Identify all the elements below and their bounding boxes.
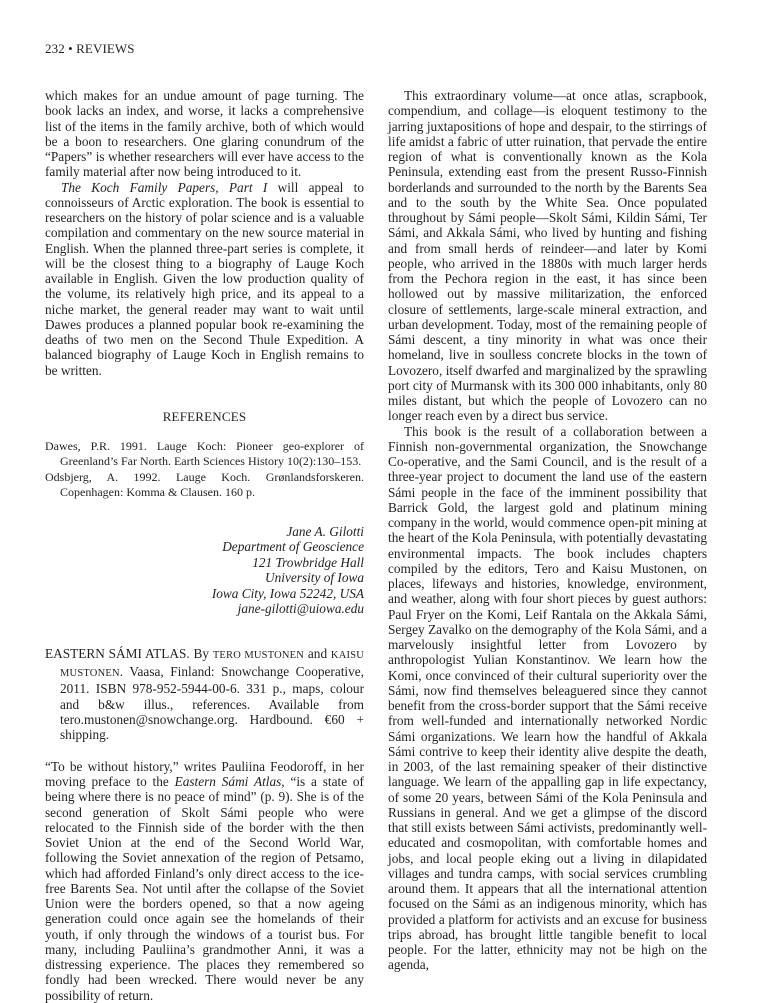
conclusion-paragraph (45, 180, 364, 378)
reviewer-department: Department of Geoscience (222, 539, 364, 555)
and-label: and (304, 646, 331, 662)
reference-item: Odsbjerg, A. 1992. Lauge Koch. Grønlandsforskeren. Copenhagen: Komma & Clausen. 160 p. (45, 469, 364, 499)
review-paragraph: This extraordinary volume—at once atlas, scrapbook, compendium, and collage—is eloquent testimony to the jarring juxtapositions of hope and despair, to the stirrings of life amidst a fabric of utter ruination, that pervade the entire region of what is conventionally known as the Kola Peninsula, extending east from the present Russo-Finnish borderlands and surrounded to the north by the Barents Sea and to the south by the White Sea. Once populated throughout by Sámi people—Skolt Sámi, Kildin Sámi, Ter Sámi, and Akkala Sámi, who lived by hunting and fishing and from small herds of reindeer—and later by Komi people, who arrived in the 1880s with much larger herds from the Pechora region in the east, it has since been hollowed out by massive militarization, the enforced closure of settlements, large-scale mineral extraction, and urban development. Today, most of the remaining people of Sámi descent, a tiny minority in what was once their homeland, live in soulless concrete blocks in the town of Lovozero, itself dwarfed and marginalized by the sprawling port city of Murmansk with its 300 000 inhabitants, only 80 miles distant, but which the people of Lovozero can no longer reach even by a direct bus service. (388, 88, 707, 424)
reference-item: Dawes, P.R. 1991. Lauge Koch: Pioneer geo-explorer of Greenland’s Far North. Earth Sciences History 10(2):130–153. (45, 439, 364, 469)
author-2: KAISU MUSTONEN (60, 650, 364, 679)
left-column (45, 88, 364, 1003)
book-title-italic: The Koch Family Papers, Part I (61, 179, 268, 195)
author-1: TERO MUSTONEN (212, 650, 305, 662)
book-details: . Vaasa, Finland: Snowchange Cooperative, 2011. ISBN 978-952-5944-00-6. 331 p., maps, colour and b&w illus., references. Available from tero.mustonen@snowchange.org. Hardbound. €60 + shipping. (60, 663, 364, 743)
review-paragraph (45, 759, 364, 1003)
review-text: “To be without history,” writes Pauliina Feodoroff, in her moving preface to the (45, 758, 364, 790)
review-text: , “is a state of being where there is no peace of mind” (p. 9). She is of the second generation of Skolt Sámi people who were relocated to the Finnish side of the border with the then Soviet Union at the end of the Second World War, following the Soviet annexation of the region of Petsamo, which had afforded Finland’s only direct access to the ice-free Barents Sea. Not until after the collapse of the Soviet Union were the borders opened, so that a now ageing generation could once again see the homelands of their youth, if only through the windows of a tourist bus. For many, including Pauliina’s grandmother Anni, it was a distressing experience. The places they remembered so fondly had been wrecked. There would never be any possibility of return. (45, 774, 364, 1003)
book-title: EASTERN SÁMI ATLAS. (45, 646, 190, 662)
running-head: 232 • REVIEWS (45, 41, 135, 56)
continuation-paragraph: which makes for an undue amount of page turning. The book lacks an index, and worse, it lacks a comprehensive list of the items in the family archive, both of which would be a boon to researchers. One glaring conundrum of the “Papers” is whether researchers will ever have access to the family material after now being introduced to it. (45, 88, 364, 180)
conclusion-text: will appeal to connoisseurs of Arctic exploration. The book is essential to researchers on the history of polar science and is a valuable compilation and commentary on the new source material in English. When the planned three-part series is complete, it will be the closest thing to a biography of Lauge Koch available in English. Given the low production quality of the volume, its relatively high price, and its appeal to a niche market, the general reader may want to wait until Dawes produces a planned popular book re-examining the deaths of two men on the Second Thule Expedition. A balanced biography of Lauge Koch in English remains to be written. (45, 179, 364, 378)
right-column (388, 88, 707, 973)
reviewer-signature (45, 524, 364, 616)
atlas-title-italic: Eastern Sámi Atlas (174, 774, 282, 790)
references-heading: REFERENCES (162, 408, 247, 424)
reviewer-email: jane-gilotti@uiowa.edu (237, 601, 364, 617)
reviewer-city: Iowa City, Iowa 52242, USA (211, 585, 364, 601)
reviewer-address: 121 Trowbridge Hall (252, 554, 364, 570)
reviewer-university: University of Iowa (265, 570, 364, 586)
book-entry (45, 646, 364, 742)
by-label: By (189, 646, 213, 662)
reviewer-name: Jane A. Gilotti (286, 524, 364, 539)
review-paragraph: This book is the result of a collaboration between a Finnish non-governmental organization, the Snowchange Co-operative, and the Sami Council, and is the result of a three-year project to document the land use of the eastern Sámi people in the face of the imminent possibility that Barrick Gold, the largest gold and platinum mining company in the world, would commence open-pit mining at the heart of the Kola Peninsula, with potentially devastating environmental impacts. The book includes chapters compiled by the editors, Tero and Kaisu Mustonen, on places, lifeways and histories, knowledge, environment, and weather, along with four short pieces by guest authors: Paul Fryer on the Komi, Leif Rantala on the Akkala Sámi, Sergey Zavalko on the demography of the Kola Sámi, and a marvelously insightful letter from Lovozero by anthropologist Yulian Konstantinov. We learn how the Komi, once convinced of their cultural superiority over the Sámi, now find themselves beleaguered since they cannot benefit from the cross-border support that the Sámi receive from well-funded and internationally networked Nordic Sámi organizations. We learn how the handful of Akkala Sámi contrive to keep their identity alive despite the death, in 2003, of the last remaining speaker of their distinctive language. We learn of the appalling gap in life expectancy, of some 20 years, between Sámi of the Kola Peninsula and Russians in general. And we get a glimpse of the discord that still exists between Sámi activists, predominantly well-educated and cosmopolitan, with comfortable homes and jobs, and local people eking out a living in dilapidated villages and tundra camps, with social services crumbling around them. It appears that all the international attention focused on the Sámi as an indigenous minority, which has provided a platform for activists and an excuse for business trips abroad, has brought little tangible benefit to local people. For the latter, ethnicity may not be high on the agenda, (388, 423, 707, 973)
